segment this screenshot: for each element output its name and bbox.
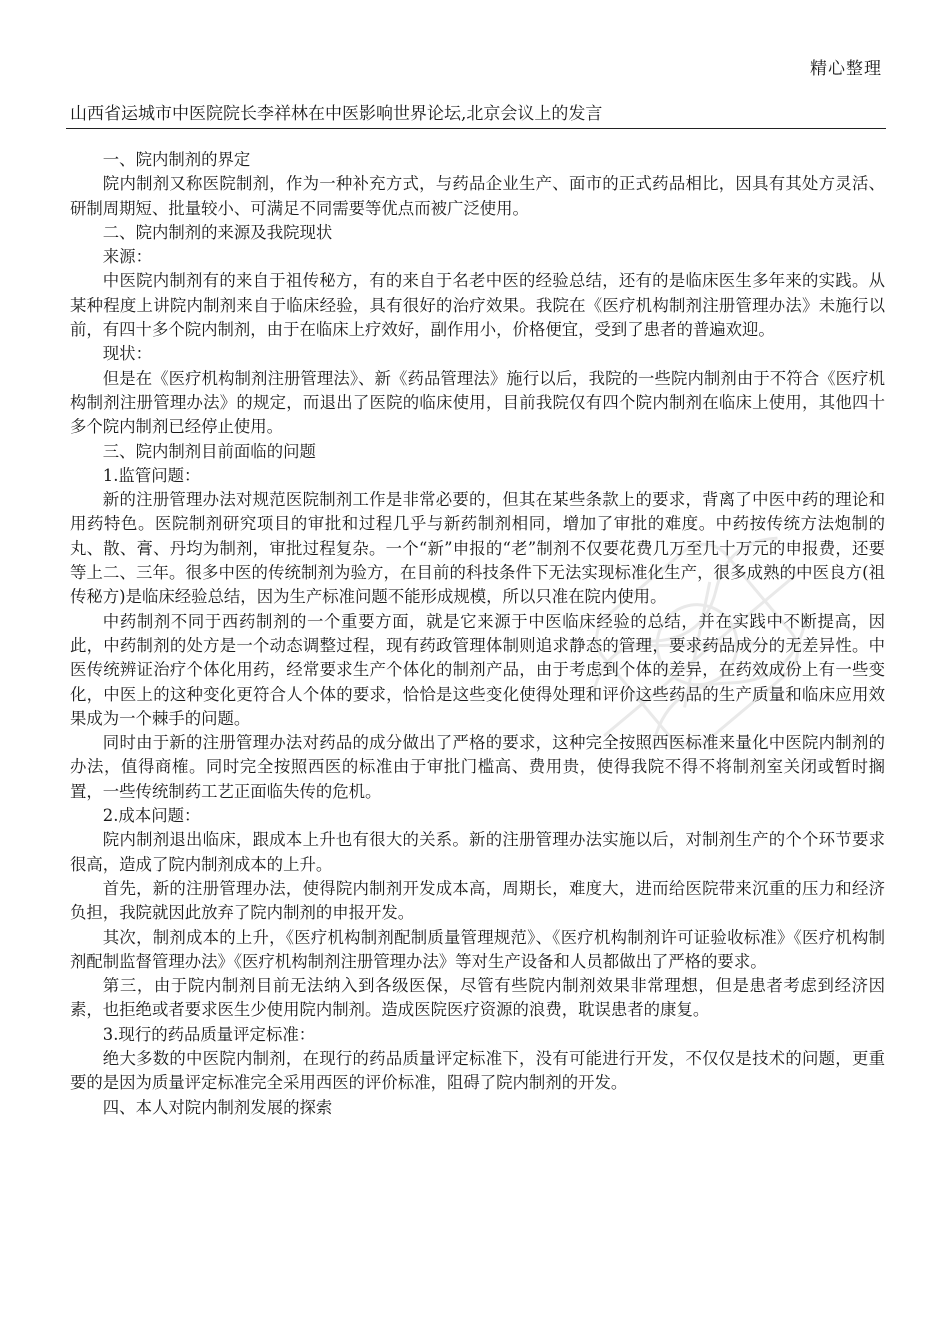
header-note: 精心整理 [810, 59, 882, 79]
paragraph: 绝大多数的中医院内制剂，在现行的药品质量评定标准下，没有可能进行开发，不仅仅是技术的问题，更重要的是因为质量评定标准完全采用西医的评价标准，阻碍了院内制剂的开发。 [70, 1048, 885, 1093]
subheading: 1.监管问题： [102, 465, 201, 485]
subheading: 3.现行的药品质量评定标准： [102, 1024, 316, 1044]
paragraph: 其次，制剂成本的上升，《医疗机构制剂配制质量管理规范》、《医疗机构制剂许可证验收标准》《医疗机构制剂配制监督管理办法》《医疗机构制剂注册管理办法》等对生产设备和人员都做出了严格的要求。 [70, 927, 885, 971]
section-heading: 四、本人对院内制剂发展的探索 [102, 1097, 333, 1117]
document-body [70, 148, 885, 1120]
section-heading: 三、院内制剂目前面临的问题 [102, 441, 316, 461]
paragraph: 院内制剂退出临床，跟成本上升也有很大的关系。新的注册管理办法实施以后，对制剂生产的个个环节要求很高，造成了院内制剂成本的上升。 [70, 830, 885, 874]
paragraph: 同时由于新的注册管理办法对药品的成分做出了严格的要求，这种完全按照西医标准来量化中医院内制剂的办法，值得商榷。同时完全按照西医的标准由于审批门槛高、费用贵，使得我院不得不将制剂室关闭或暂时搁置，一些传统制药工艺正面临失传的危机。 [70, 733, 885, 801]
paragraph: 中医院内制剂有的来自于祖传秘方，有的来自于名老中医的经验总结，还有的是临床医生多年来的实践。从某种程度上讲院内制剂来自于临床经验，具有很好的治疗效果。我院在《医疗机构制剂注册管理办法》未施行以前，有四十多个院内制剂，由于在临床上疗效好，副作用小，价格便宜，受到了患者的普遍欢迎。 [70, 271, 885, 340]
section-heading: 一、院内制剂的界定 [102, 150, 251, 169]
section-heading: 二、院内制剂的来源及我院现状 [102, 222, 333, 242]
document-title: 山西省运城市中医院院长李祥林在中医影响世界论坛,北京会议上的发言 [70, 104, 603, 124]
paragraph: 但是在《医疗机构制剂注册管理法》、新《药品管理法》施行以后，我院的一些院内制剂由于不符合《医疗机构制剂注册管理办法》的规定，而退出了医院的临床使用，目前我院仅有四个院内制剂在临床上使用，其他四十多个院内制剂已经停止使用。 [70, 368, 885, 437]
paragraph: 第三，由于院内制剂目前无法纳入到各级医保，尽管有些院内制剂效果非常理想，但是患者考虑到经济因素，也拒绝或者要求医生少使用院内制剂。造成医院医疗资源的浪费，耽误患者的康复。 [70, 976, 885, 1020]
paragraph: 院内制剂又称医院制剂，作为一种补充方式，与药品企业生产、面市的正式药品相比，因具有其处方灵活、研制周期短、批量较小、可满足不同需要等优点而被广泛使用。 [70, 174, 885, 218]
subheading: 现状： [102, 344, 152, 364]
subheading: 来源： [102, 247, 152, 267]
paragraph: 新的注册管理办法对规范医院制剂工作是非常必要的，但其在某些条款上的要求，背离了中医中药的理论和用药特色。医院制剂研究项目的审批和过程几乎与新药制剂相同，增加了审批的难度。中药按传统方法炮制的丸、散、膏、丹均为制剂，审批过程复杂。一个“新”申报的“老”制剂不仅要花费几万至几十万元的申报费，还要等上二、三年。很多中医的传统制剂为验方，在目前的科技条件下无法实现标准化生产，很多成熟的中医良方(祖传秘方)是临床经验总结，因为生产标准问题不能形成规模，所以只准在院内使用。 [70, 490, 885, 607]
title-divider [66, 128, 886, 129]
paragraph: 中药制剂不同于西药制剂的一个重要方面，就是它来源于中医临床经验的总结，并在实践中不断提高，因此，中药制剂的处方是一个动态调整过程，现有药政管理体制则追求静态的管理，要求药品成分的无差异性。中医传统辨证治疗个体化用药，经常要求生产个体化的制剂产品，由于考虑到个体的差异，在药效成份上有一些变化，中医上的这种变化更符合人个体的要求，恰恰是这些变化使得处理和评价这些药品的生产质量和临床应用效果成为一个棘手的问题。 [70, 611, 885, 728]
subheading: 2.成本问题： [102, 806, 201, 826]
paragraph: 首先，新的注册管理办法，使得院内制剂开发成本高，周期长，难度大，进而给医院带来沉重的压力和经济负担，我院就因此放弃了院内制剂的申报开发。 [70, 878, 885, 923]
